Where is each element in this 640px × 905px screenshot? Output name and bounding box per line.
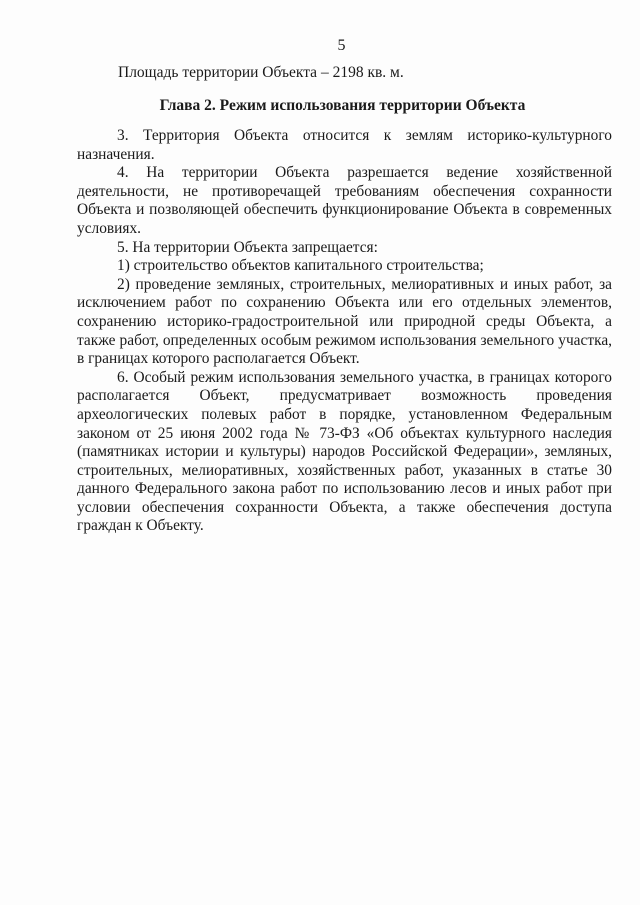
page-number: 5 (337, 37, 346, 54)
paragraph-5-item-1: 1) строительство объектов капитального строительства; (117, 257, 484, 275)
paragraph-6: 6. Особый режим использования земельного участка, в границах которого располагается Объект, предусматривает возможность проведения археологических полевых работ в порядке, установленном Федеральным законом от 25 июня 2002 года № 73-ФЗ «Об объектах культурного наследия (памятниках истории и культуры) народов Российской Федерации», земляных, строительных, мелиоративных, хозяйственных работ, указанных в статье 30 данного Федерального закона работ по использованию лесов и иных работ при условии обеспечения сохранности Объекта, а также обеспечения доступа граждан к Объекту. (77, 368, 612, 535)
paragraph-4: 4. На территории Объекта разрешается ведение хозяйственной деятельности, не противоречащей требованиям обеспечения сохранности Объекта и позволяющей обеспечить функционирование Объекта в современных условиях. (77, 164, 612, 237)
paragraph-3: 3. Территория Объекта относится к землям историко-культурного назначения. (77, 127, 612, 163)
paragraph-5-item-2: 2) проведение земляных, строительных, мелиоративных и иных работ, за исключением работ по сохранению Объекта или его отдельных элементов, сохранению историко-градостроительной или природной среды Объекта, а также работ, определенных особым режимом использования земельного участка, в границах которого располагается Объект. (77, 275, 612, 368)
territory-area-line: Площадь территории Объекта – 2198 кв. м. (118, 64, 404, 81)
paragraph-5: 5. На территории Объекта запрещается: (117, 238, 378, 256)
body-text (77, 127, 612, 536)
chapter-title: Глава 2. Режим использования территории Объекта (159, 97, 526, 114)
